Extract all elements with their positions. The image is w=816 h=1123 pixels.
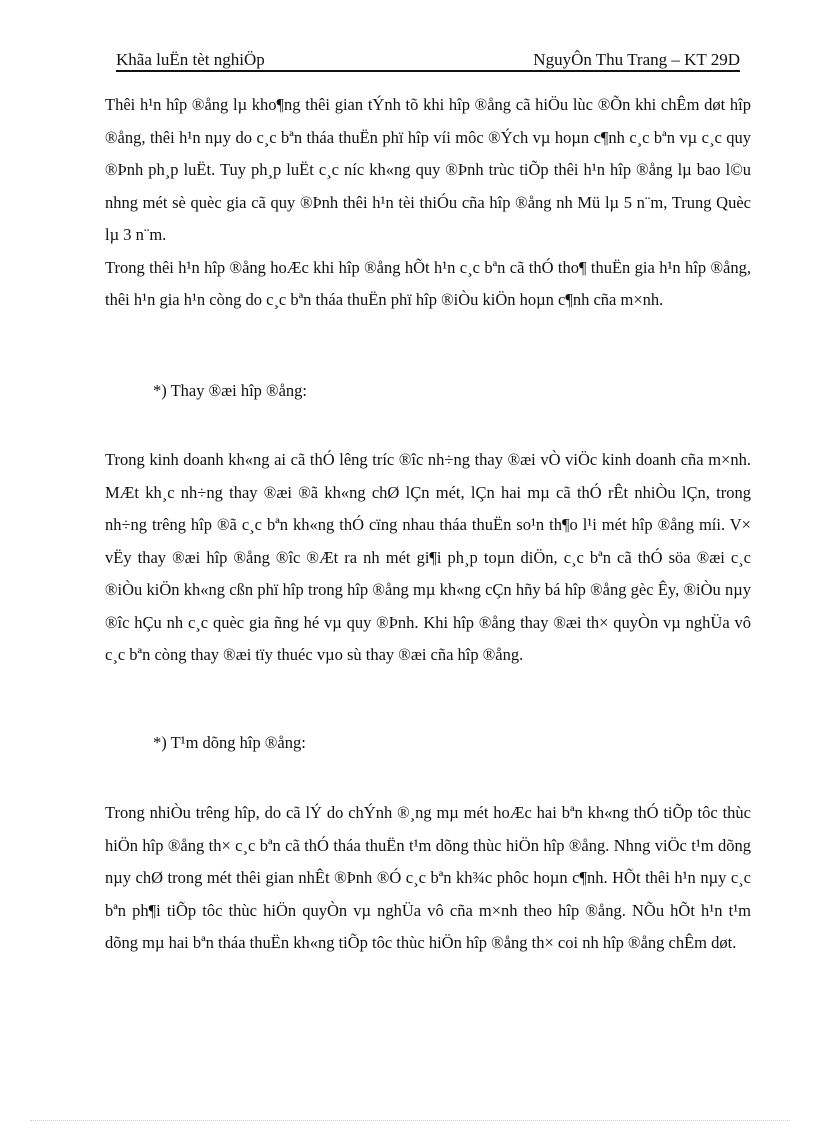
suspension-section — [105, 797, 751, 960]
header-divider — [116, 70, 740, 72]
duration-paragraph: Thêi h¹n hîp ®ång lµ kho¶ng thêi gian tÝnh tõ khi hîp ®ång cã hiÖu lùc ®Õn khi chÊm døt hîp ®ång, thêi h¹n nµy do c¸c bªn tháa thuËn phï hîp víi môc ®Ých vµ hoµn c¶nh c¸c bªn vµ c¸c quy ®Þnh ph¸p luËt. Tuy ph¸p luËt c¸c níc kh«ng quy ®Þnh trùc tiÕp thêi h¹n hîp ®ång lµ bao l©u nhng mét sè quèc gia cã quy ®Þnh thêi h¹n tèi thiÓu cña hîp ®ång nh Mü lµ 5 n¨m, Trung Quèc lµ 3 n¨m. — [105, 95, 751, 244]
change-section — [105, 444, 751, 672]
heading-contract-change: *) Thay ®æi hîp ®ång: — [153, 381, 308, 400]
intro-section — [105, 89, 751, 317]
extension-paragraph: Trong thêi h¹n hîp ®ång hoÆc khi hîp ®ång hÕt h¹n c¸c bªn cã thÓ tho¶ thuËn gia h¹n hîp ®ång, thêi h¹n gia h¹n còng do c¸c bªn tháa thuËn phï hîp ®iÒu kiÖn hoµn c¶nh cña m×nh. — [105, 257, 751, 309]
heading-contract-suspension: *) T¹m dõng hîp ®ång: — [153, 733, 306, 752]
suspension-paragraph: Trong nhiÒu trêng hîp, do cã lÝ do chÝnh ®¸ng mµ mét hoÆc hai bªn kh«ng thÓ tiÕp tôc thùc hiÖn hîp ®ång th× c¸c bªn cã thÓ tháa thuËn t¹m dõng thùc hiÖn hîp ®ång. Nhng viÖc t¹m dõng nµy chØ trong mét thêi gian nhÊt ®Þnh ®Ó c¸c bªn kh¾c phôc hoµn c¶nh. HÕt thêi h¹n nµy c¸c bªn ph¶i tiÕp tôc thùc hiÖn quyÒn vµ nghÜa vô cña m×nh theo hîp ®ång. NÕu hÕt h¹n t¹m dõng mµ hai bªn tháa thuËn kh«ng tiÕp tôc thùc hiÖn hîp ®ång th× coi nh hîp ®ång chÊm døt. — [105, 803, 751, 952]
page-bottom-border — [30, 1120, 790, 1121]
change-paragraph: Trong kinh doanh kh«ng ai cã thÓ lêng tríc ®îc nh÷ng thay ®æi vÒ viÖc kinh doanh cña m×nh. MÆt kh¸c nh÷ng thay ®æi ®ã kh«ng chØ lÇn mét, lÇn hai mµ cã thÓ rÊt nhiÒu lÇn, trong nh÷ng trêng hîp ®ã c¸c bªn kh«ng thÓ cïng nhau tháa thuËn so¹n th¶o l¹i mét hîp ®ång míi. V× vËy thay ®æi hîp ®ång ®îc ®Æt ra nh mét gi¶i ph¸p toµn diÖn, c¸c bªn cã thÓ söa ®æi c¸c ®iÒu kiÖn kh«ng cßn phï hîp trong hîp ®ång mµ kh«ng cÇn hñy bá hîp ®ång gèc Êy, ®iÒu nµy ®îc hÇu nh c¸c quèc gia ñng hé vµ quy ®Þnh. Khi hîp ®ång thay ®æi th× quyÒn vµ nghÜa vô c¸c bªn còng thay ®æi tïy thuéc vµo sù thay ®æi cña hîp ®ång. — [105, 450, 751, 664]
thesis-title: Khãa luËn tèt nghiÖp — [116, 50, 265, 69]
author-info: NguyÔn Thu Trang – KT 29D — [533, 50, 740, 69]
